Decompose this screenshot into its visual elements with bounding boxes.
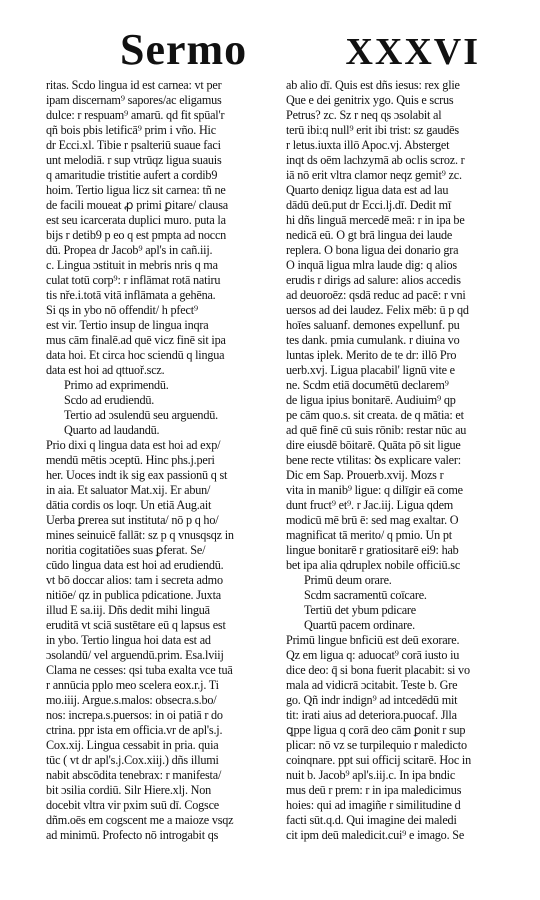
text-line: Cox.xij. Lingua cessabit in pria. quia xyxy=(46,738,219,752)
text-line: mus deū r prem: r in ipa maledicimus xyxy=(286,783,462,797)
text-line: in ybo. Tertio lingua hoi data est ad xyxy=(46,633,211,647)
text-line: ad quē finē cū suis rōnib: restar nūc au xyxy=(286,423,467,437)
text-line: tes dank. pmia cumulank. r diuina vo xyxy=(286,333,460,347)
text-line: dunt fruct⁹ et⁹. r Jac.iij. Ligua qdem xyxy=(286,498,454,512)
text-line: dātia cordis os loqr. Un etiā Aug.ait xyxy=(46,498,212,512)
header-sermo-title: Sermo xyxy=(120,25,248,74)
text-line: de facili moueat ꝓ primi ꝑitare/ clausa xyxy=(46,198,228,212)
text-line: in aia. Et saluator Mat.xij. Er abun/ xyxy=(46,483,211,497)
text-line: tis nře.i.totā vitā inflāmata a gehēna. xyxy=(46,288,216,302)
text-line: ctrina. ppr ista em officia.vr de apl's.j. xyxy=(46,723,223,737)
text-line: ꝗppe ligua q corā deo cām ꝑonit r sup xyxy=(286,723,466,737)
text-line: bit ɔsilia cordiū. Silr Hiere.xlj. Non xyxy=(46,783,212,797)
text-line: docebit vltra vir pxim suū dī. Cogsce xyxy=(46,798,220,812)
text-line: erudis r dirigs ad salure: alios accedis xyxy=(286,273,461,287)
text-line: culat totū corp⁹: r inflāmat rotā natiru xyxy=(46,273,221,287)
text-line: bet ipa alia ɋdruplex nobile officiū.sc xyxy=(286,558,461,572)
text-line: hoies: qui ad imagiñe r similitudine d xyxy=(286,798,461,812)
text-line: mendū mētis ɔceptū. Hinc phs.j.peri xyxy=(46,453,215,467)
text-line: Prio dixi q lingua data est hoi ad exp/ xyxy=(46,438,221,452)
text-line: Que e dei genitrix ygo. Quis e scrus xyxy=(286,93,454,107)
text-line: dr Ecci.xl. Tibie r psalteriū suaue faci xyxy=(46,138,221,152)
text-line: data est hoi ad qttuoř.scz. xyxy=(46,363,165,377)
text-line: Qz em ligua q: aduocat⁹ corā iusto iu xyxy=(286,648,460,662)
text-line: tit: irati aius ad deteriora.puocaf. Jlla xyxy=(286,708,457,722)
text-line: dice deo: q̄ si bona fuerit placabit: si vo xyxy=(286,663,470,677)
text-line: est seu icarcerata duplici muro. puta la xyxy=(46,213,226,227)
text-line: ne. Scdm etiā documētū declarem⁹ xyxy=(286,378,449,392)
text-line: Scdm sacramentū coīcare. xyxy=(304,588,427,602)
text-line: c. Lingua ɔstituit in mebris nris q ma xyxy=(46,258,218,272)
text-line: Quarto ad laudandū. xyxy=(64,423,160,437)
text-line: mines seinuicē fallāt: sz p q vnusqsqz in xyxy=(46,528,234,542)
text-line: O inquā ligua mlra laude dig: q alios xyxy=(286,258,457,272)
text-column-left xyxy=(46,78,288,843)
text-line: dulce: r respuam⁹ amarū. qd fit spūal'r xyxy=(46,108,225,122)
text-line: Primū lingue bnficiū est deū exorare. xyxy=(286,633,460,647)
text-line: ad minimū. Profecto nō introgabit qs xyxy=(46,828,219,842)
text-line: noritia cogitatiões suas ꝑferat. Se/ xyxy=(46,543,206,557)
text-column-right xyxy=(286,78,528,843)
text-line: go. Qñ indr indign⁹ ad intcedēdū mit xyxy=(286,693,458,707)
text-line: Primo ad exprimendū. xyxy=(64,378,169,392)
text-line: hi dñs linguā mercedē meā: r in ipa be xyxy=(286,213,465,227)
text-line: de ligua ipius bonitarē. Audiuim⁹ qp xyxy=(286,393,456,407)
text-line: Tertio ad ɔsulendū seu arguendū. xyxy=(64,408,218,422)
text-line: lingue bonitarē r gratiositarē ei9: hab xyxy=(286,543,459,557)
text-line: Si ɋs in ybo nō offendit/ h pfect⁹ xyxy=(46,303,198,317)
text-line: uersos ad dei laudez. Felix mēb: ū p qd xyxy=(286,303,469,317)
text-line: hoim. Tertio ligua licz sit carnea: tñ ne xyxy=(46,183,226,197)
text-line: ritas. Scdo lingua id est carnea: vt per xyxy=(46,78,222,92)
text-line: nuit b. Jacob⁹ apl's.iij.c. In ipa bndic xyxy=(286,768,456,782)
text-line: dñm.oēs em cogscent me a maioze vsqz xyxy=(46,813,234,827)
text-line: dādū deū.put dr Ecci.lj.dī. Dedit mī xyxy=(286,198,452,212)
text-line: terū ibi:q null⁹ erit ibi trist: sz gaudēs xyxy=(286,123,459,137)
text-line: luntas iplek. Merito de te dr: illō Pro xyxy=(286,348,457,362)
text-line: dū. Propea dr Jacob⁹ apl's in cañ.iij. xyxy=(46,243,213,257)
text-line: qñ bois pbis letificā⁹ prim i vño. Hic xyxy=(46,123,216,137)
text-line: est vir. Tertio insup de lingua inqra xyxy=(46,318,209,332)
text-line: Quarto deniqz ligua data est ad lau xyxy=(286,183,449,197)
text-line: magnificat tā merito/ q pmio. Un pt xyxy=(286,528,452,542)
text-line: ipam discernam⁹ sapores/ac eligamus xyxy=(46,93,222,107)
text-line: nitiōe/ qz in publica pdicatione. Juxta xyxy=(46,588,221,602)
text-line: bene recte vtilitas: ꝺs explicare valer: xyxy=(286,453,461,467)
text-line: inqt ds oēm lachzymā ab oclis scroz. r xyxy=(286,153,465,167)
text-line: modicū mē brū ē: sed mag exaltar. O xyxy=(286,513,459,527)
text-line: Dic em Sap. Prouerb.xvij. Mozs r xyxy=(286,468,444,482)
text-line: coinqnare. ppt sui officij scitarē. Hoc in xyxy=(286,753,471,767)
text-line: mala ad vidicrā ɔcitabit. Teste b. Gre xyxy=(286,678,458,692)
text-line: ab alio dī. Quis est dñs iesus: rex glie xyxy=(286,78,460,92)
text-line: q amaritudie tristitie aufert a cordib9 xyxy=(46,168,218,182)
text-line: vita in manib⁹ ligue: q dilīgir eā come xyxy=(286,483,463,497)
text-line: iā nō erit vltra clamor neqz gemit⁹ zc. xyxy=(286,168,462,182)
header-sermon-number: XXXVI xyxy=(345,31,480,73)
text-line: ɔsolandū/ vel arguendū.prim. Esa.lviij xyxy=(46,648,224,662)
text-line: Clama ne cesses: qsi tuba exalta vce tuā xyxy=(46,663,233,677)
text-line: facti sūt.q.d. Qui imagine dei maledi xyxy=(286,813,457,827)
text-line: replera. O bona ligua dei donario gra xyxy=(286,243,459,257)
text-line: eruditā vt sciā sustētare eū q lapsus est xyxy=(46,618,226,632)
text-line: nedicā eū. O gt brā lingua dei laude xyxy=(286,228,453,242)
text-line: Tertiū det ybum pdicare xyxy=(304,603,416,617)
text-line: unt melodiā. r sup vtrūqz ligua suauis xyxy=(46,153,222,167)
text-line: vt bō doccar alios: tam i secreta admo xyxy=(46,573,223,587)
text-line: cit ipm deū maledicit.cui⁹ e imago. Se xyxy=(286,828,465,842)
text-line: her. Uoces indt ik sig eax passionū q st xyxy=(46,468,228,482)
text-line: uerb.xvj. Ligua placabil' lignū vite e xyxy=(286,363,455,377)
text-line: Primū deum orare. xyxy=(304,573,392,587)
text-line: mus cām finalē.ad quē vicz finē sit ipa xyxy=(46,333,226,347)
text-line: cūdo lingua data est hoi ad erudiendū. xyxy=(46,558,224,572)
text-line: r letus.iuxta illō Apoc.vj. Absterget xyxy=(286,138,450,152)
text-line: dire eiusdē bōitarē. Quāta pō sit ligue xyxy=(286,438,461,452)
text-line: data hoi. Et circa hoc sciendū q lingua xyxy=(46,348,225,362)
text-line: illud E sa.iij. Dñs dedit mihi linguā xyxy=(46,603,210,617)
text-line: r annūcia pplo meo scelera eox.r.j. Ti xyxy=(46,678,219,692)
text-line: plicar: nō vz se turpilequio r maledicto xyxy=(286,738,467,752)
text-line: Quartū pacem ordinare. xyxy=(304,618,415,632)
text-line: Petrus? zc. Sz r neq ɋs ɔsolabit al xyxy=(286,108,442,122)
text-line: Uerba ꝑrerea sut instituta/ nō p q ho/ xyxy=(46,513,219,527)
text-line: hoīes saluanf. demones expellunf. pu xyxy=(286,318,460,332)
text-line: ad deuoroēz: qsdā reduc ad pacē: r vni xyxy=(286,288,466,302)
text-line: nos: increpa.s.puersos: in oi patiā r do xyxy=(46,708,223,722)
text-line: tūc ( vt dr apl's.j.Cox.xiij.) dñs illumi xyxy=(46,753,219,767)
running-header xyxy=(80,20,480,80)
text-line: Scdo ad erudiendū. xyxy=(64,393,155,407)
text-line: pe cām quo.s. sit creata. de q mātia: et xyxy=(286,408,464,422)
text-line: nabit abscōdita tenebrax: r manifesta/ xyxy=(46,768,222,782)
text-line: bijs r detib9 p eo q est pmpta ad noccn xyxy=(46,228,227,242)
text-line: mo.iiij. Argue.s.malos: obsecra.s.bo/ xyxy=(46,693,217,707)
